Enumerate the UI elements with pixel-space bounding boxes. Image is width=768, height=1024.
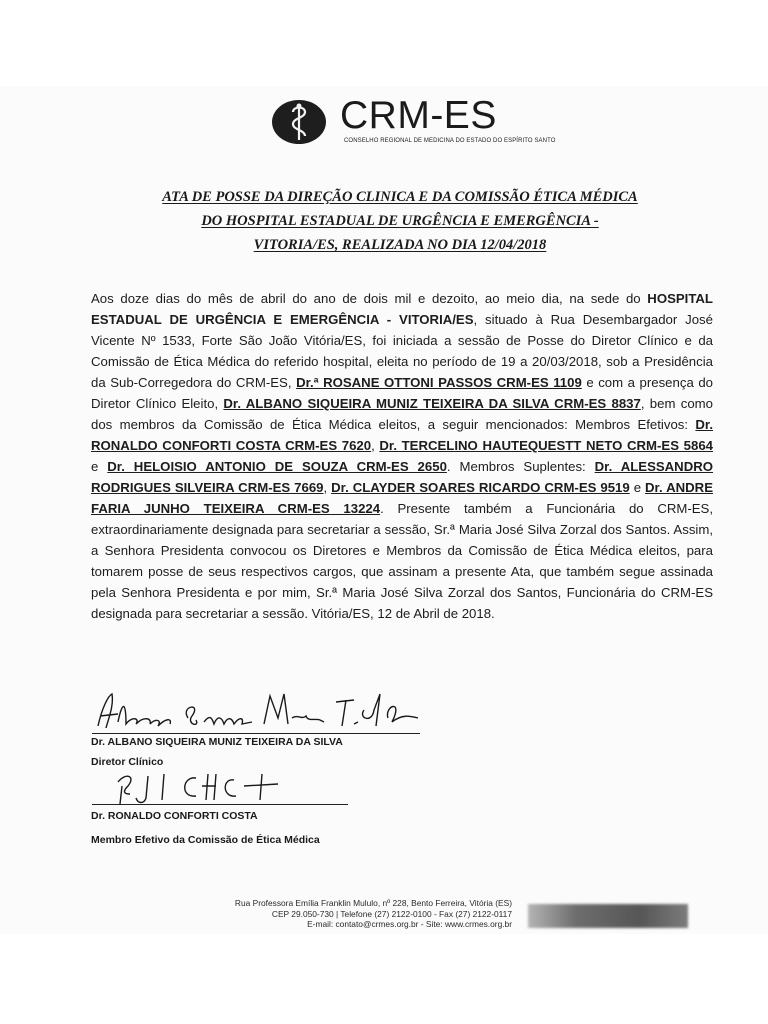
title-line-2: DO HOSPITAL ESTADUAL DE URGÊNCIA E EMERGÊNCIA - — [201, 213, 599, 229]
effective-member-3: Dr. HELOISIO ANTONIO DE SOUZA CRM-ES 2650 — [107, 459, 447, 474]
logo-wordmark: CRM-ES — [340, 94, 497, 137]
logo-subtitle: CONSELHO REGIONAL DE MEDICINA DO ESTADO DO ESPÍRITO SANTO — [344, 138, 556, 144]
footer-address — [180, 898, 512, 932]
signature-ronaldo — [112, 768, 312, 808]
substitute-member-2: Dr. CLAYDER SOARES RICARDO CRM-ES 9519 — [331, 480, 630, 495]
separator: e — [629, 480, 646, 495]
minutes-body — [91, 288, 713, 624]
signer-1-name: Dr. ALBANO SIQUEIRA MUNIZ TEIXEIRA DA SILVA — [91, 736, 343, 748]
president-name: Dr.ª ROSANE OTTONI PASSOS CRM-ES 1109 — [296, 375, 582, 390]
stamp-mark — [528, 904, 688, 928]
signature-line — [92, 733, 420, 734]
hospital-name: HOSPITAL ESTADUAL DE URGÊNCIA E EMERGÊNCIA - VITORIA/ES — [91, 291, 713, 327]
footer-contact-line: E-mail: contato@crmes.org.br - Site: www.crmes.org.br — [307, 919, 512, 929]
body-text: Aos doze dias do mês de abril do ano de dois mil e dezoito, ao meio dia, na sede do — [91, 291, 648, 306]
director-name: Dr. ALBANO SIQUEIRA MUNIZ TEIXEIRA DA SILVA CRM-ES 8837 — [223, 396, 641, 411]
title-line-1: ATA DE POSSE DA DIREÇÃO CLINICA E DA COMISSÃO ÉTICA MÉDICA — [162, 189, 638, 205]
separator: , — [323, 480, 332, 495]
separator: , — [371, 438, 380, 453]
effective-member-1: Dr. RONALDO CONFORTI COSTA CRM-ES 7620 — [91, 417, 713, 453]
substitute-member-3: Dr. ANDRE FARIA JUNHO TEIXEIRA CRM-ES 13224 — [91, 480, 713, 516]
body-text: e com a presença do Diretor Clínico Eleito, — [91, 375, 713, 411]
footer-address-line: Rua Professora Emília Franklin Mululo, nº 228, Bento Ferreira, Vitória (ES) — [234, 898, 512, 908]
signer-1-role: Diretor Clínico — [91, 756, 164, 768]
document-title — [80, 185, 720, 257]
caduceus-icon — [272, 100, 326, 144]
footer-phone-line: CEP 29.050-730 | Telefone (27) 2122-0100 - Fax (27) 2122-0117 — [271, 908, 512, 919]
body-text: , situado à Rua Desembargador José Vicente Nº 1533, Forte São João Vitória/ES, foi iniciada a sessão de Posse do Diretor Clínico e da Comissão de Ética Médica do referido hospital, eleita no período de 19 a 20/03/2018, sob a Presidência da Sub-Corregedora do CRM-ES, — [91, 312, 713, 390]
signature-albano — [92, 688, 422, 736]
separator: e — [91, 459, 108, 474]
effective-member-2: Dr. TERCELINO HAUTEQUESTT NETO CRM-ES 5864 — [379, 438, 713, 453]
signer-2-name: Dr. RONALDO CONFORTI COSTA — [91, 810, 258, 822]
crm-es-logo — [272, 94, 556, 146]
signature-line — [92, 804, 348, 805]
body-text: . Membros Suplentes: — [446, 459, 595, 474]
signer-2-role: Membro Efetivo da Comissão de Ética Médica — [91, 834, 320, 846]
body-text: , bem como dos membros da Comissão de Ética Médica eleitos, a seguir mencionados: Membros Efetivos: — [91, 396, 713, 432]
substitute-member-1: Dr. ALESSANDRO RODRIGUES SILVEIRA CRM-ES 7669 — [91, 459, 714, 495]
title-line-3: VITORIA/ES, REALIZADA NO DIA 12/04/2018 — [253, 237, 547, 253]
body-text: . Presente também a Funcionária do CRM-ES, extraordinariamente designada para secretariar a sessão, Sr.ª Maria José Silva Zorzal dos Santos. Assim, a Senhora Presidenta convocou os Diretores e Membros da Comissão de Ética Médica eleitos, para tomarem posse de seus respectivos cargos, que assinam a presente Ata, que também segue assinada pela Senhora Presidenta e por mim, Sr.ª Maria José Silva Zorzal dos Santos, Funcionária do CRM-ES designada para secretariar a sessão. Vitória/ES, 12 de Abril de 2018. — [91, 501, 714, 621]
